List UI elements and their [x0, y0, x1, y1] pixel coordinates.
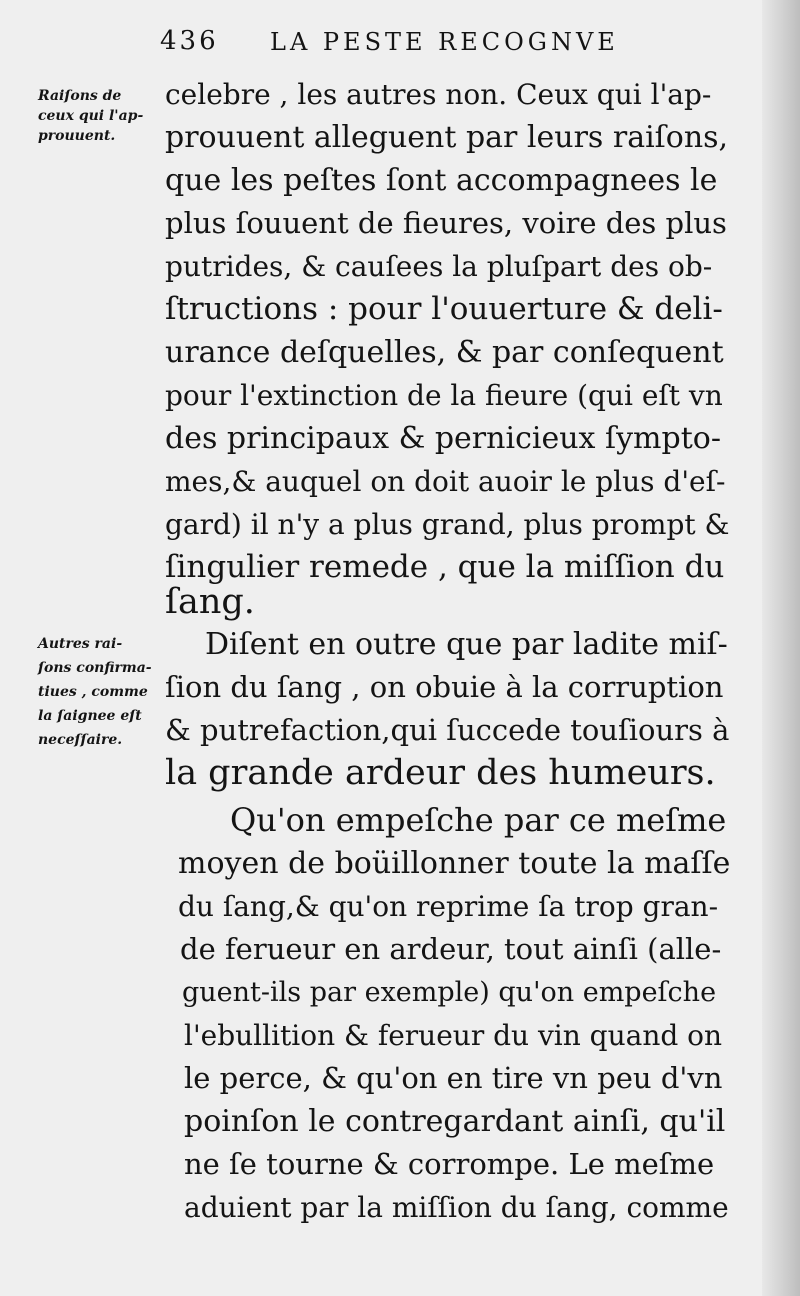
- margin-note-line: tiues , comme: [38, 684, 148, 700]
- margin-note-line: ceux qui l'ap-: [38, 108, 144, 124]
- margin-note-line: Autres rai-: [38, 636, 123, 652]
- text-line: pour l'extinction de la fieure (qui eſt vn: [165, 379, 723, 412]
- text-line: le perce, & qu'on en tire vn peu d'vn: [184, 1061, 723, 1095]
- text-line: prouuent alleguent par leurs raiſons,: [165, 120, 729, 155]
- text-line: moyen de boüillonner toute la maſſe: [178, 846, 731, 881]
- margin-note-line: la ſaignee eſt: [38, 708, 142, 724]
- text-line: du ſang,& qu'on reprime ſa trop gran-: [178, 890, 719, 923]
- text-line: poinſon le contregardant ainſi, qu'il: [184, 1104, 726, 1139]
- text-line: la grande ardeur des humeurs.: [165, 753, 716, 793]
- text-line: & putrefaction,qui ſuccede touſiours à: [165, 713, 730, 747]
- text-line: celebre , les autres non. Ceux qui l'ap-: [165, 78, 712, 111]
- running-title: LA PESTE RECOGNVE: [270, 28, 619, 56]
- margin-note-1: [38, 86, 158, 146]
- text-line: que les peſtes ſont accompagnees le: [165, 163, 718, 198]
- text-line: putrides, & cauſees la pluſpart des ob-: [165, 250, 713, 283]
- text-line: ſion du ſang , on obuie à la corruption: [165, 670, 724, 704]
- text-line: plus ſouuent de fieures, voire des plus: [165, 206, 727, 240]
- page-number: 436: [160, 26, 219, 56]
- text-line: gard) il n'y a plus grand, plus prompt &: [165, 508, 730, 541]
- margin-note-line: prouuent.: [38, 128, 116, 144]
- text-line: ſingulier remede , que la miſſion du: [165, 549, 725, 585]
- text-line: de ferueur en ardeur, tout ainſi (alle-: [180, 932, 722, 966]
- text-line: aduient par la miſſion du ſang, comme: [184, 1191, 729, 1224]
- margin-note-line: Raiſons de: [38, 88, 122, 104]
- text-line: ſang.: [165, 582, 255, 622]
- text-line: ſtructions : pour l'ouuerture & deli-: [165, 291, 723, 327]
- text-line: mes,& auquel on doit auoir le plus d'eſ-: [165, 465, 726, 498]
- text-line: guent-ils par exemple) qu'on empeſche: [182, 977, 717, 1008]
- text-line: urance deſquelles, & par conſequent: [165, 335, 724, 370]
- text-line: des principaux & pernicieux ſympto-: [165, 421, 721, 456]
- text-line: Qu'on empeſche par ce meſme: [230, 801, 727, 839]
- text-line: Diſent en outre que par ladite miſ-: [205, 627, 728, 662]
- margin-note-2: [38, 632, 158, 752]
- margin-note-line: ſons confirma-: [38, 660, 152, 676]
- page-header: [160, 22, 680, 62]
- text-line: l'ebullition & ferueur du vin quand on: [184, 1019, 723, 1052]
- margin-note-line: neceſſaire.: [38, 732, 123, 748]
- page-edge-shadow: [762, 0, 800, 1296]
- text-line: ne ſe tourne & corrompe. Le meſme: [184, 1147, 715, 1181]
